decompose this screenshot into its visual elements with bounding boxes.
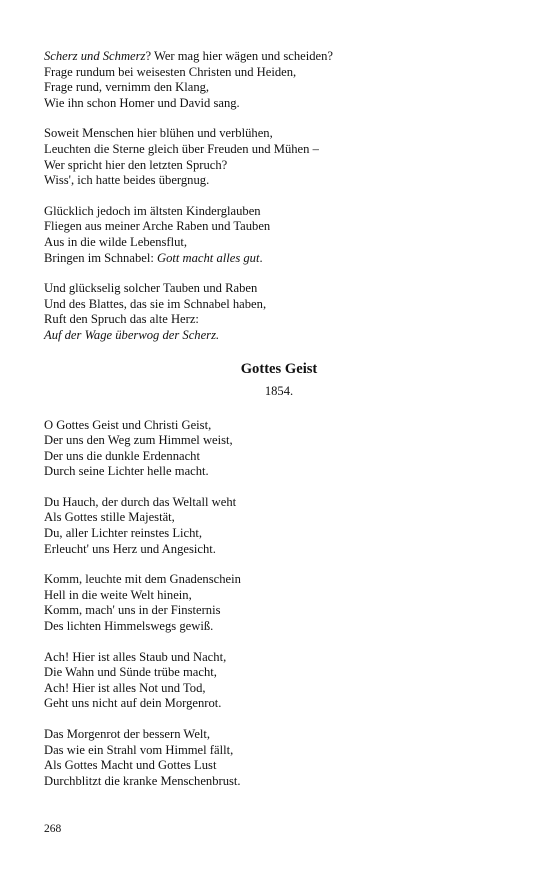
stanza [44, 281, 514, 343]
verse-text: Frage rundum bei weisesten Christen und Heiden, [44, 64, 297, 79]
verse-text: Des lichten Himmelswegs gewiß. [44, 619, 214, 634]
verse-line [44, 696, 514, 712]
stanza [44, 418, 514, 480]
verse-text: Du, aller Lichter reinstes Licht, [44, 526, 203, 541]
verse-text: Komm, leuchte mit dem Gnadenschein [44, 572, 241, 587]
verse-line [44, 650, 514, 666]
verse-text: Ach! Hier ist alles Staub und Nacht, [44, 649, 227, 664]
verse-text: Frage rund, vernimm den Klang, [44, 80, 210, 95]
verse-line [44, 526, 514, 542]
verse-text: Die Wahn und Sünde trübe macht, [44, 665, 217, 680]
poem-date: 1854. [264, 383, 294, 398]
stanza [44, 126, 514, 188]
verse-line [44, 542, 514, 558]
verse-line [44, 588, 514, 604]
stanza [44, 572, 514, 634]
verse-italic-text: Scherz und Schmerz [44, 49, 146, 63]
verse-line [44, 774, 514, 790]
verse-line [44, 665, 514, 681]
verse-text: Wer spricht hier den letzten Spruch? [44, 157, 228, 172]
verse-text: Ach! Hier ist alles Not und Tod, [44, 680, 206, 695]
verse-text: Ruft den Spruch das alte Herz: [44, 312, 199, 327]
verse-line [44, 49, 514, 65]
verse-line [44, 681, 514, 697]
verse-text: Du Hauch, der durch das Weltall weht [44, 494, 237, 509]
verse-text: Und des Blattes, das sie im Schnabel haben, [44, 296, 267, 311]
verse-text: Soweit Menschen hier blühen und verblühen, [44, 126, 273, 141]
verse-text: Geht uns nicht auf dein Morgenrot. [44, 696, 222, 711]
verse-text: ? Wer mag hier wägen und scheiden? [145, 49, 334, 63]
verse-italic-text: Gott macht alles gut [156, 250, 260, 265]
verse-line [44, 96, 514, 112]
verse-line [44, 65, 514, 81]
verse-line [44, 281, 514, 297]
poem-gottes-geist [44, 418, 514, 790]
verse-line [44, 158, 514, 174]
verse-text: Glücklich jedoch im ältsten Kinderglauben [44, 203, 261, 218]
verse-line [44, 510, 514, 526]
stanza [44, 495, 514, 557]
verse-line [44, 418, 514, 434]
verse-text: . [259, 250, 263, 265]
verse-text: Der uns die dunkle Erdennacht [44, 448, 200, 463]
verse-line [44, 80, 514, 96]
verse-text: Erleucht' uns Herz und Angesicht. [44, 541, 216, 556]
stanza [44, 49, 514, 111]
verse-italic-text: Auf der Wage überwog der Scherz. [44, 327, 220, 342]
verse-text: Wiss', ich hatte beides übergnug. [44, 173, 210, 188]
verse-line [44, 572, 514, 588]
verse-text: Der uns den Weg zum Himmel weist, [44, 433, 233, 448]
verse-line [44, 297, 514, 313]
verse-line [44, 173, 514, 189]
verse-line [44, 312, 514, 328]
poem-scherz-und-schmerz [44, 49, 514, 344]
verse-line [44, 219, 514, 235]
verse-text: Als Gottes Macht und Gottes Lust [44, 758, 217, 773]
verse-text: Fliegen aus meiner Arche Raben und Tauben [44, 219, 271, 234]
verse-text: O Gottes Geist und Christi Geist, [44, 417, 212, 432]
verse-text: Das wie ein Strahl vom Himmel fällt, [44, 742, 234, 757]
verse-text: Bringen im Schnabel: [44, 250, 157, 265]
verse-line [44, 433, 514, 449]
verse-text: Als Gottes stille Majestät, [44, 510, 175, 525]
verse-line [44, 495, 514, 511]
poem-title: Gottes Geist [240, 360, 318, 377]
verse-text: Und glückselig solcher Tauben und Raben [44, 281, 258, 296]
stanza [44, 204, 514, 266]
verse-line [44, 727, 514, 743]
verse-text: Das Morgenrot der bessern Welt, [44, 727, 211, 741]
verse-text: Leuchten die Sterne gleich über Freuden und Mühen – [44, 141, 319, 156]
verse-text: Hell in die weite Welt hinein, [44, 587, 192, 602]
page-number: 268 [44, 823, 62, 835]
verse-line [44, 449, 514, 465]
verse-line [44, 126, 514, 142]
stanza [44, 650, 514, 712]
verse-text: Wie ihn schon Homer und David sang. [44, 95, 240, 110]
verse-text: Durch seine Lichter helle macht. [44, 464, 209, 479]
verse-line [44, 235, 514, 251]
verse-line [44, 251, 514, 267]
verse-line [44, 603, 514, 619]
verse-line [44, 464, 514, 480]
stanza [44, 727, 514, 789]
verse-line [44, 758, 514, 774]
verse-line [44, 619, 514, 635]
verse-line [44, 743, 514, 759]
verse-line [44, 328, 514, 344]
verse-text: Komm, mach' uns in der Finsternis [44, 603, 221, 618]
verse-line [44, 204, 514, 220]
verse-text: Aus in die wilde Lebensflut, [44, 234, 188, 249]
verse-text: Durchblitzt die kranke Menschenbrust. [44, 773, 241, 788]
verse-line [44, 142, 514, 158]
page-content [44, 49, 514, 804]
